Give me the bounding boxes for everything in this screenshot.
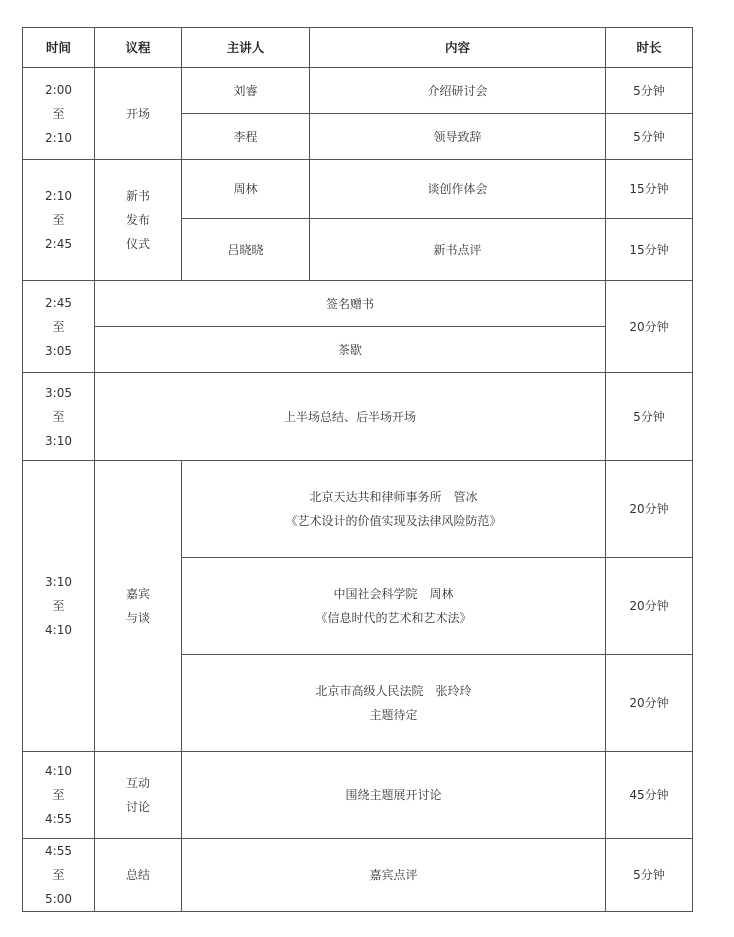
speaker-cell: 周林 (182, 160, 310, 219)
header-time: 时间 (23, 28, 95, 68)
content-cell: 谈创作体会 (310, 160, 606, 219)
duration-cell: 20分钟 (606, 655, 693, 752)
duration-cell: 45分钟 (606, 752, 693, 839)
speaker-cell: 刘睿 (182, 68, 310, 114)
agenda-cell: 新书 发布 仪式 (95, 160, 182, 281)
content-cell: 上半场总结、后半场开场 (95, 373, 606, 461)
time-cell: 2:00 至 2:10 (23, 68, 95, 160)
header-agenda: 议程 (95, 28, 182, 68)
duration-cell: 5分钟 (606, 839, 693, 912)
table-row (23, 160, 693, 219)
speaker-cell: 李程 (182, 114, 310, 160)
duration-cell: 20分钟 (606, 558, 693, 655)
agenda-cell: 嘉宾 与谈 (95, 461, 182, 752)
table-row (23, 281, 693, 327)
time-cell: 4:10 至 4:55 (23, 752, 95, 839)
content-cell: 北京市高级人民法院 张玲玲 主题待定 (182, 655, 606, 752)
header-speaker: 主讲人 (182, 28, 310, 68)
duration-cell: 5分钟 (606, 114, 693, 160)
table-row (23, 373, 693, 461)
content-cell: 中国社会科学院 周林 《信息时代的艺术和艺术法》 (182, 558, 606, 655)
duration-cell: 15分钟 (606, 160, 693, 219)
speaker-cell: 吕晓晓 (182, 219, 310, 281)
content-cell: 新书点评 (310, 219, 606, 281)
content-cell: 领导致辞 (310, 114, 606, 160)
table-row (23, 327, 693, 373)
table-row (23, 752, 693, 839)
content-cell: 介绍研讨会 (310, 68, 606, 114)
time-cell: 3:05 至 3:10 (23, 373, 95, 461)
time-cell: 4:55 至 5:00 (23, 839, 95, 912)
table-row (23, 68, 693, 114)
duration-cell: 5分钟 (606, 373, 693, 461)
agenda-table (22, 27, 693, 912)
content-cell: 嘉宾点评 (182, 839, 606, 912)
header-content: 内容 (310, 28, 606, 68)
header-row (23, 28, 693, 68)
content-cell: 北京天达共和律师事务所 管冰 《艺术设计的价值实现及法律风险防范》 (182, 461, 606, 558)
duration-cell: 15分钟 (606, 219, 693, 281)
duration-cell: 20分钟 (606, 461, 693, 558)
content-cell: 签名赠书 (95, 281, 606, 327)
content-cell: 茶歇 (95, 327, 606, 373)
time-cell: 3:10 至 4:10 (23, 461, 95, 752)
agenda-cell: 互动 讨论 (95, 752, 182, 839)
content-cell: 围绕主题展开讨论 (182, 752, 606, 839)
duration-cell: 20分钟 (606, 281, 693, 373)
header-duration: 时长 (606, 28, 693, 68)
time-cell: 2:10 至 2:45 (23, 160, 95, 281)
duration-cell: 5分钟 (606, 68, 693, 114)
agenda-cell: 总结 (95, 839, 182, 912)
agenda-cell: 开场 (95, 68, 182, 160)
time-cell: 2:45 至 3:05 (23, 281, 95, 373)
table-row (23, 461, 693, 558)
table-row (23, 839, 693, 912)
